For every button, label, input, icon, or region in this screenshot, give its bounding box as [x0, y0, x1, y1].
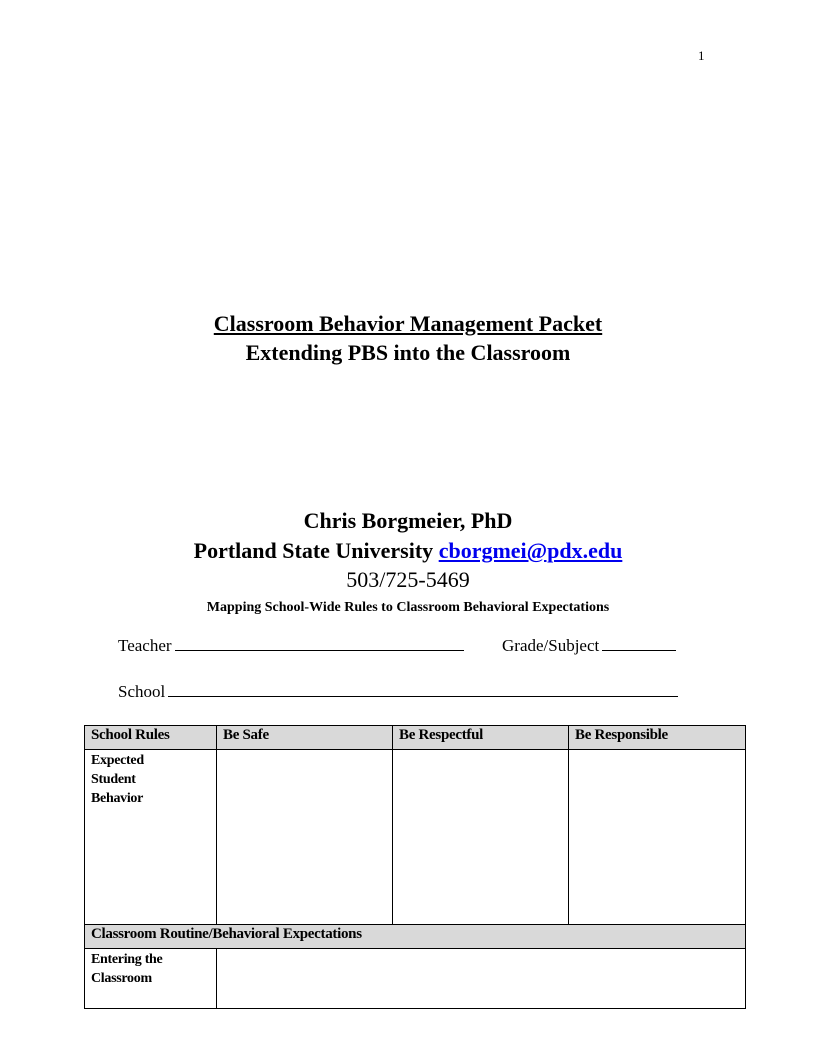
document-title: Classroom Behavior Management Packet	[213, 311, 603, 336]
be-respectful-cell[interactable]	[393, 750, 569, 925]
header-school-rules: School Rules	[85, 726, 217, 750]
entering-classroom-row	[85, 949, 746, 1009]
author-block	[0, 506, 816, 618]
author-affiliation-line	[0, 536, 816, 566]
expected-label-line: Expected	[91, 753, 144, 768]
entering-classroom-cell[interactable]	[217, 949, 746, 1009]
author-email-link[interactable]: cborgmei@pdx.edu	[438, 538, 623, 563]
school-label: School	[118, 682, 166, 701]
expected-label-line: Student	[91, 772, 136, 787]
school-blank[interactable]	[168, 682, 678, 697]
expected-behavior-label	[85, 750, 217, 925]
header-be-safe: Be Safe	[217, 726, 393, 750]
entering-label-line: Classroom	[91, 971, 152, 986]
author-phone: 503/725-5469	[346, 567, 470, 592]
entering-classroom-label	[85, 949, 217, 1009]
header-be-respectful: Be Respectful	[393, 726, 569, 750]
section-subtitle: Mapping School-Wide Rules to Classroom Behavioral Expectations	[206, 600, 610, 615]
grade-blank[interactable]	[602, 636, 676, 651]
header-be-responsible: Be Responsible	[569, 726, 746, 750]
be-responsible-cell[interactable]	[569, 750, 746, 925]
be-safe-cell[interactable]	[217, 750, 393, 925]
expected-label-line: Behavior	[91, 791, 144, 806]
author-name: Chris Borgmeier, PhD	[303, 508, 513, 533]
rules-table	[84, 725, 746, 1009]
routine-header: Classroom Routine/Behavioral Expectations	[85, 925, 746, 949]
expected-behavior-row	[85, 750, 746, 925]
school-field	[118, 682, 678, 702]
table-header-row	[85, 726, 746, 750]
entering-label-line: Entering the	[91, 952, 163, 967]
teacher-field	[118, 636, 464, 656]
document-subtitle: Extending PBS into the Classroom	[245, 340, 571, 365]
author-affiliation: Portland State University	[193, 538, 434, 563]
teacher-blank[interactable]	[175, 636, 464, 651]
teacher-label: Teacher	[118, 636, 172, 655]
grade-field	[502, 636, 676, 656]
routine-header-row	[85, 925, 746, 949]
title-block	[0, 309, 816, 367]
grade-label: Grade/Subject	[502, 636, 600, 655]
page-number: 1	[698, 48, 705, 63]
